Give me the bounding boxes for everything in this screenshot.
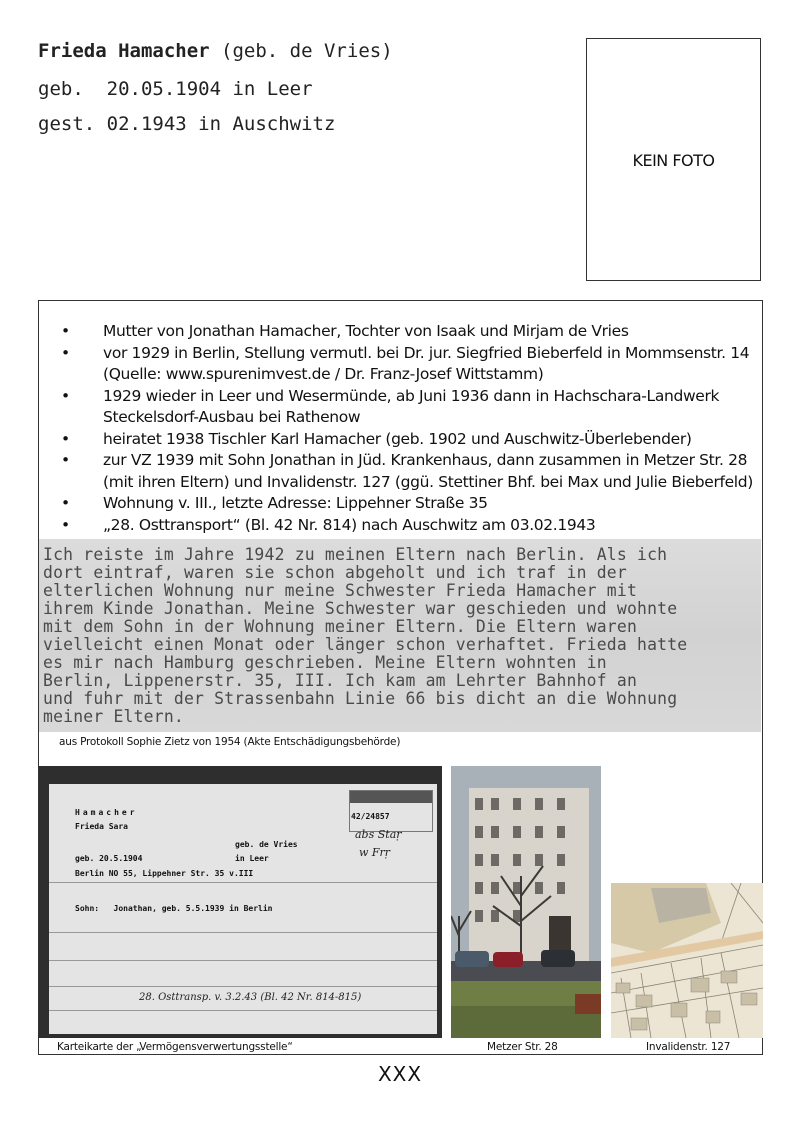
protocol-excerpt bbox=[39, 539, 761, 732]
metzer-street-photo bbox=[451, 766, 601, 1038]
protocol-line: ihrem Kinde Jonathan. Meine Schwester war geschieden und wohnte bbox=[43, 599, 678, 618]
list-item: • vor 1929 in Berlin, Stellung vermutl. bei Dr. jur. Siegfried Bieberfeld in Mommsenstr. 14 (Quelle: www.spurenimvest.de / Dr. Franz-Josef Wittstamm) bbox=[61, 343, 761, 386]
protocol-line: Berlin, Lippenerstr. 35, III. Ich kam am Lehrter Bahnhof an bbox=[43, 671, 638, 690]
list-item: • heiratet 1938 Tischler Karl Hamacher (geb. 1902 und Auschwitz-Überlebender) bbox=[61, 429, 761, 451]
list-item: • 1929 wieder in Leer und Wesermünde, ab Juni 1936 dann in Hachschara-Landwerk Steckelsdorf-Ausbau bei Rathenow bbox=[61, 386, 761, 429]
card-tag-box bbox=[349, 790, 433, 832]
card-firstname: Frieda Sara bbox=[75, 822, 128, 831]
list-item: • Wohnung v. III., letzte Adresse: Lippehner Straße 35 bbox=[61, 493, 761, 515]
card-caption: Karteikarte der „Vermögensverwertungsstelle“ bbox=[57, 1041, 293, 1053]
footer-marker: XXX bbox=[377, 1062, 423, 1086]
protocol-line: vielleicht einen Monat oder länger schon verhaftet. Frieda hatte bbox=[43, 635, 688, 654]
protocol-line: elterlichen Wohnung nur meine Schwester Frieda Hamacher mit bbox=[43, 581, 638, 600]
protocol-caption: aus Protokoll Sophie Zietz von 1954 (Akte Entschädigungsbehörde) bbox=[59, 736, 401, 748]
index-card bbox=[49, 784, 437, 1034]
metzer-caption: Metzer Str. 28 bbox=[487, 1041, 558, 1053]
photo-placeholder-label: KEIN FOTO bbox=[632, 151, 715, 170]
card-surname: Hamacher bbox=[75, 808, 138, 817]
card-address: Berlin NO 55, Lippehner Str. 35 v.III bbox=[75, 869, 254, 878]
birth-line: geb. 20.05.1904 in Leer bbox=[38, 78, 313, 100]
invalidenstr-caption: Invalidenstr. 127 bbox=[646, 1041, 731, 1053]
death-line: gest. 02.1943 in Auschwitz bbox=[38, 113, 336, 135]
protocol-line: meiner Eltern. bbox=[43, 707, 184, 726]
maiden-name: (geb. de Vries) bbox=[221, 40, 393, 62]
protocol-line: Ich reiste im Jahre 1942 zu meinen Eltern nach Berlin. Als ich bbox=[43, 545, 668, 564]
invalidenstr-map bbox=[611, 883, 763, 1038]
card-number: 42/24857 bbox=[351, 812, 390, 821]
building-photo-icon bbox=[451, 766, 601, 1038]
protocol-line: dort eintraf, waren sie schon abgeholt und ich traf in der bbox=[43, 563, 627, 582]
card-handwriting: w Frṛ bbox=[359, 846, 391, 859]
list-item: • zur VZ 1939 mit Sohn Jonathan in Jüd. Krankenhaus, dann zusammen in Metzer Str. 28 (mit ihren Eltern) und Invalidenstr. 127 (ggü. Stettiner Bhf. bei Max und Julie Bieberfeld) bbox=[61, 450, 761, 493]
card-transport-note: 28. Osttransp. v. 3.2.43 (Bl. 42 Nr. 814-815) bbox=[139, 992, 362, 1003]
biography-panel bbox=[38, 300, 763, 1055]
list-item: • „28. Osttransport“ (Bl. 42 Nr. 814) nach Auschwitz am 03.02.1943 bbox=[61, 515, 761, 537]
facts-list bbox=[61, 321, 761, 536]
map-icon bbox=[611, 883, 763, 1038]
person-name: Frieda Hamacher bbox=[38, 40, 210, 62]
card-birth: geb. 20.5.1904 bbox=[75, 854, 143, 863]
index-card-image bbox=[39, 766, 442, 1038]
card-handwriting: abs Staṛ bbox=[355, 828, 402, 841]
protocol-line: und fuhr mit der Strassenbahn Linie 66 bis dicht an die Wohnung bbox=[43, 689, 678, 708]
card-birthplace: in Leer bbox=[235, 854, 269, 863]
protocol-line: es mir nach Hamburg geschrieben. Meine Eltern wohnten in bbox=[43, 653, 607, 672]
card-maiden: geb. de Vries bbox=[235, 840, 298, 849]
protocol-line: mit dem Sohn in der Wohnung meiner Eltern. Die Eltern waren bbox=[43, 617, 638, 636]
list-item: • Mutter von Jonathan Hamacher, Tochter von Isaak und Mirjam de Vries bbox=[61, 321, 761, 343]
person-name-line bbox=[38, 40, 393, 62]
card-son: Sohn: Jonathan, geb. 5.5.1939 in Berlin bbox=[75, 904, 273, 913]
photo-placeholder bbox=[586, 38, 761, 281]
